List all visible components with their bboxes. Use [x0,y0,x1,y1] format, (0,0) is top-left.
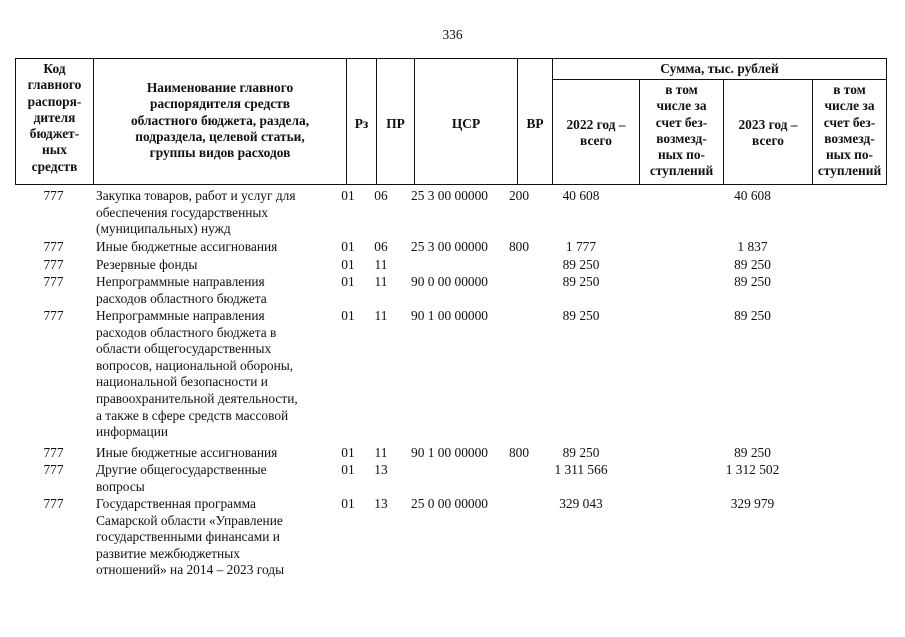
row-rz: 01 [341,274,355,289]
row-2022-total: 40 608 [562,188,600,203]
row-code: 777 [43,188,64,203]
row-2022-total: 89 250 [562,257,600,272]
row-2022-total: 89 250 [562,274,600,289]
row-rz: 01 [341,239,355,254]
header-pr: ПР [376,58,415,185]
row-2022-total: 1 311 566 [554,462,608,477]
row-2022-total: 89 250 [562,445,600,460]
header-2023-grants: в том числе за счет без- возмезд- ных по- ступлений [812,79,887,185]
row-name: Закупка товаров, работ и услуг для обеспечения государственных (муниципальных) нужд [96,188,296,237]
row-name: Непрограммные направления расходов областного бюджета в области общегосударственных вопросов, национальной обороны, национальной безопасности и правоохранительной деятельности, а также в сфере средств массовой информации [96,308,298,440]
row-pr: 06 [374,188,388,203]
row-vr: 200 [508,188,530,203]
row-csr: 90 1 00 00000 [411,308,488,323]
row-name: Непрограммные направления расходов областного бюджета [96,274,267,306]
row-2023-total: 1 837 [737,239,768,254]
row-code: 777 [43,445,64,460]
row-rz: 01 [341,462,355,477]
header-rz: Рз [346,58,377,185]
row-2022-total: 89 250 [562,308,600,323]
row-csr: 25 3 00 00000 [411,188,488,203]
row-rz: 01 [341,445,355,460]
row-rz: 01 [341,308,355,323]
row-2023-total: 40 608 [734,188,771,203]
row-code: 777 [43,257,64,272]
header-csr: ЦСР [414,58,518,185]
page-number: 336 [442,27,463,42]
row-2022-total: 1 777 [565,239,597,254]
row-code: 777 [43,496,64,511]
header-2022-total: 2022 год – всего [552,79,640,185]
row-pr: 11 [374,274,388,289]
row-pr: 11 [374,308,388,323]
row-pr: 06 [374,239,388,254]
row-vr: 800 [508,445,530,460]
table-header [15,58,887,185]
row-name: Другие общегосударственные вопросы [96,462,267,494]
header-2023-total: 2023 год – всего [723,79,813,185]
row-rz: 01 [341,496,355,511]
row-code: 777 [43,239,64,254]
row-2023-total: 89 250 [734,274,771,289]
header-vr: ВР [517,58,553,185]
header-sum: Сумма, тыс. рублей [552,58,887,80]
row-2023-total: 89 250 [734,308,771,323]
row-pr: 13 [374,462,388,477]
row-pr: 11 [374,445,388,460]
row-code: 777 [43,308,64,323]
row-vr: 800 [508,239,530,254]
row-pr: 11 [374,257,388,272]
row-csr: 90 0 00 00000 [411,274,488,289]
row-2022-total: 329 043 [559,496,603,511]
row-2023-total: 89 250 [734,257,771,272]
header-2022-grants: в том числе за счет без- возмезд- ных по- ступлений [639,79,724,185]
row-name: Иные бюджетные ассигнования [96,239,278,254]
row-csr: 25 3 00 00000 [411,239,488,254]
row-csr: 25 0 00 00000 [411,496,488,511]
row-2023-total: 329 979 [730,496,775,511]
row-2023-total: 1 312 502 [725,462,780,477]
header-code: Код главного распоря- дителя бюджет- ных средств [15,58,94,185]
row-rz: 01 [341,188,355,203]
row-csr: 90 1 00 00000 [411,445,488,460]
row-pr: 13 [374,496,388,511]
row-rz: 01 [341,257,355,272]
row-code: 777 [43,462,64,477]
row-name: Государственная программа Самарской области «Управление государственными финансами и развитие межбюджетных отношений» на 2014 – 2023 годы [96,496,285,578]
row-code: 777 [43,274,64,289]
row-name: Резервные фонды [96,257,198,272]
header-name: Наименование главного распорядителя средств областного бюджета, раздела, подраздела, целевой статьи, группы видов расходов [93,58,347,185]
row-name: Иные бюджетные ассигнования [96,445,278,460]
row-2023-total: 89 250 [734,445,771,460]
